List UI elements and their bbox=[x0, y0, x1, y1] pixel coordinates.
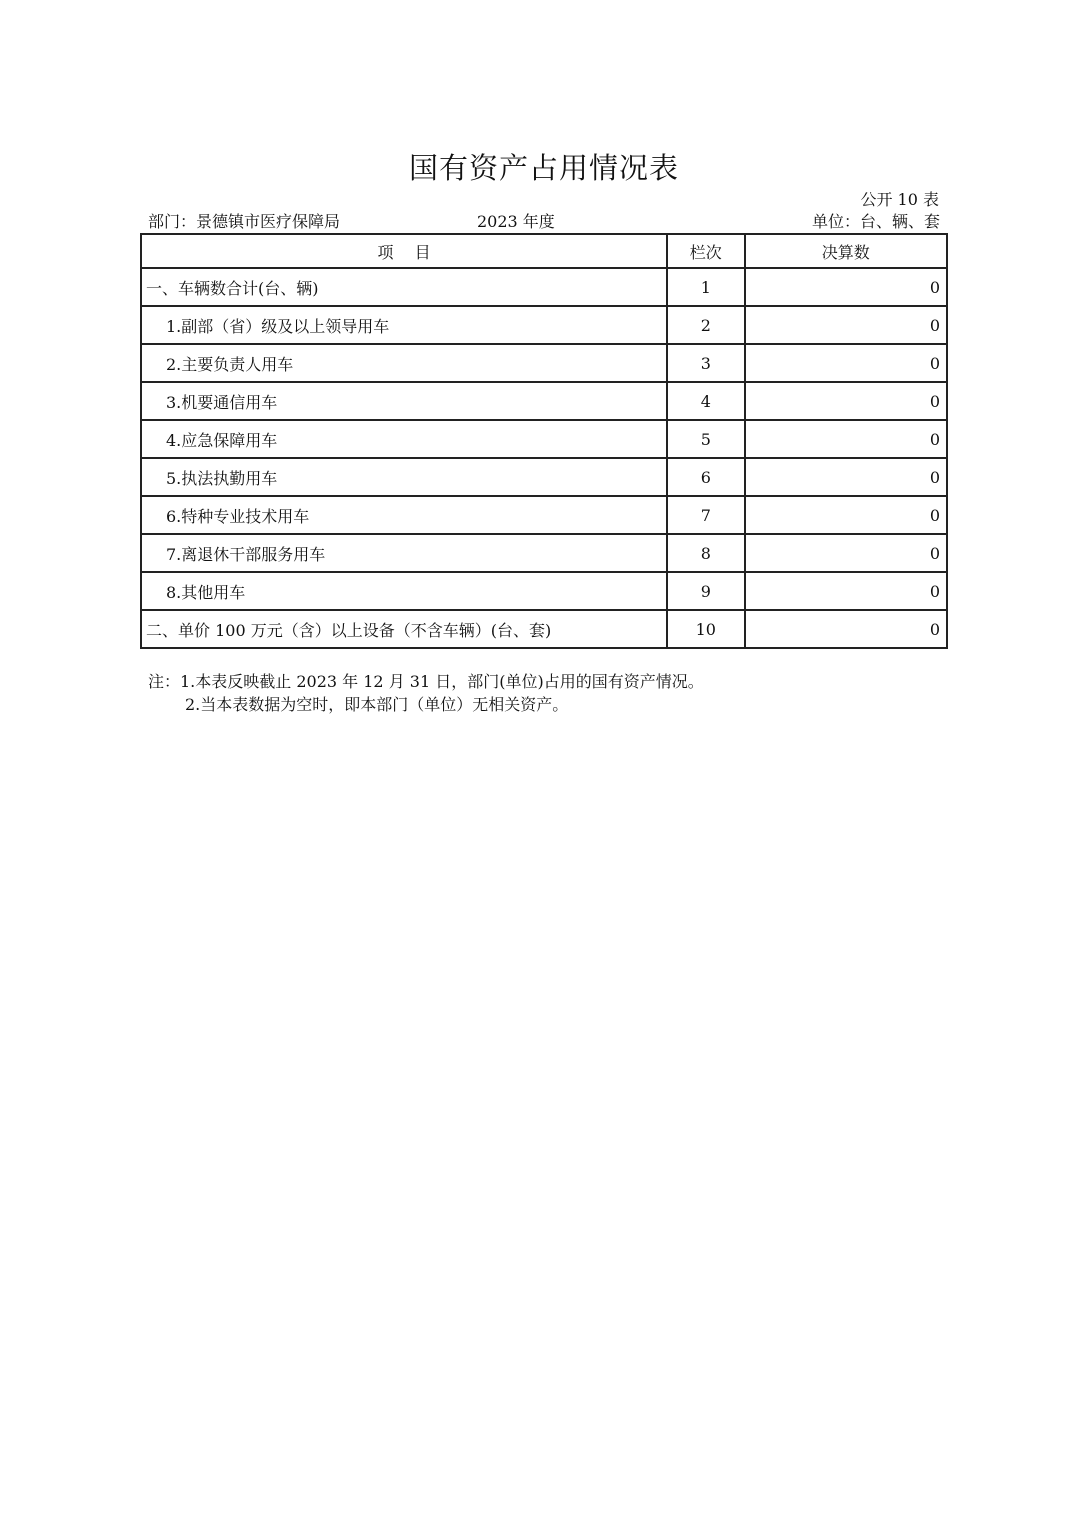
notes bbox=[148, 670, 704, 716]
row-number: 1 bbox=[667, 268, 744, 306]
table-row bbox=[141, 420, 947, 458]
row-item: 4.应急保障用车 bbox=[141, 420, 667, 458]
year-label: 2023 年度 bbox=[477, 212, 555, 231]
row-number: 8 bbox=[667, 534, 744, 572]
meta-row bbox=[148, 209, 940, 233]
header-value: 决算数 bbox=[745, 234, 948, 268]
row-value: 0 bbox=[745, 382, 948, 420]
row-value: 0 bbox=[745, 458, 948, 496]
row-item: 7.离退休干部服务用车 bbox=[141, 534, 667, 572]
row-number: 9 bbox=[667, 572, 744, 610]
row-number: 3 bbox=[667, 344, 744, 382]
table-row bbox=[141, 572, 947, 610]
row-value: 0 bbox=[745, 420, 948, 458]
row-value: 0 bbox=[745, 306, 948, 344]
page-title: 国有资产占用情况表 bbox=[408, 151, 679, 185]
row-number: 2 bbox=[667, 306, 744, 344]
row-number: 6 bbox=[667, 458, 744, 496]
row-value: 0 bbox=[745, 268, 948, 306]
table-row bbox=[141, 306, 947, 344]
table-header-row bbox=[141, 234, 947, 268]
row-item: 2.主要负责人用车 bbox=[141, 344, 667, 382]
row-item: 1.副部（省）级及以上领导用车 bbox=[141, 306, 667, 344]
table-row bbox=[141, 268, 947, 306]
row-item: 5.执法执勤用车 bbox=[141, 458, 667, 496]
header-item: 项 目 bbox=[141, 234, 667, 268]
table-row bbox=[141, 382, 947, 420]
row-item: 6.特种专业技术用车 bbox=[141, 496, 667, 534]
asset-table bbox=[140, 233, 948, 649]
table-row bbox=[141, 496, 947, 534]
header-row-number: 栏次 bbox=[667, 234, 744, 268]
row-value: 0 bbox=[745, 344, 948, 382]
unit-label: 单位：台、辆、套 bbox=[811, 212, 940, 231]
table-row bbox=[141, 458, 947, 496]
table-row bbox=[141, 610, 947, 648]
row-item: 二、单价 100 万元（含）以上设备（不含车辆）(台、套) bbox=[141, 610, 667, 648]
row-value: 0 bbox=[745, 534, 948, 572]
row-number: 4 bbox=[667, 382, 744, 420]
row-item: 8.其他用车 bbox=[141, 572, 667, 610]
note-line-1: 注：1.本表反映截止 2023 年 12 月 31 日，部门(单位)占用的国有资产情况。 bbox=[148, 672, 704, 691]
row-number: 5 bbox=[667, 420, 744, 458]
table-row bbox=[141, 534, 947, 572]
row-value: 0 bbox=[745, 572, 948, 610]
row-item: 3.机要通信用车 bbox=[141, 382, 667, 420]
row-number: 7 bbox=[667, 496, 744, 534]
row-value: 0 bbox=[745, 610, 948, 648]
table-row bbox=[141, 344, 947, 382]
department-label: 部门：景德镇市医疗保障局 bbox=[148, 212, 341, 231]
row-value: 0 bbox=[745, 496, 948, 534]
row-number: 10 bbox=[667, 610, 744, 648]
note-line-2: 2.当本表数据为空时，即本部门（单位）无相关资产。 bbox=[185, 695, 569, 714]
row-item: 一、车辆数合计(台、辆) bbox=[141, 268, 667, 306]
form-number: 公开 10 表 bbox=[860, 190, 939, 209]
